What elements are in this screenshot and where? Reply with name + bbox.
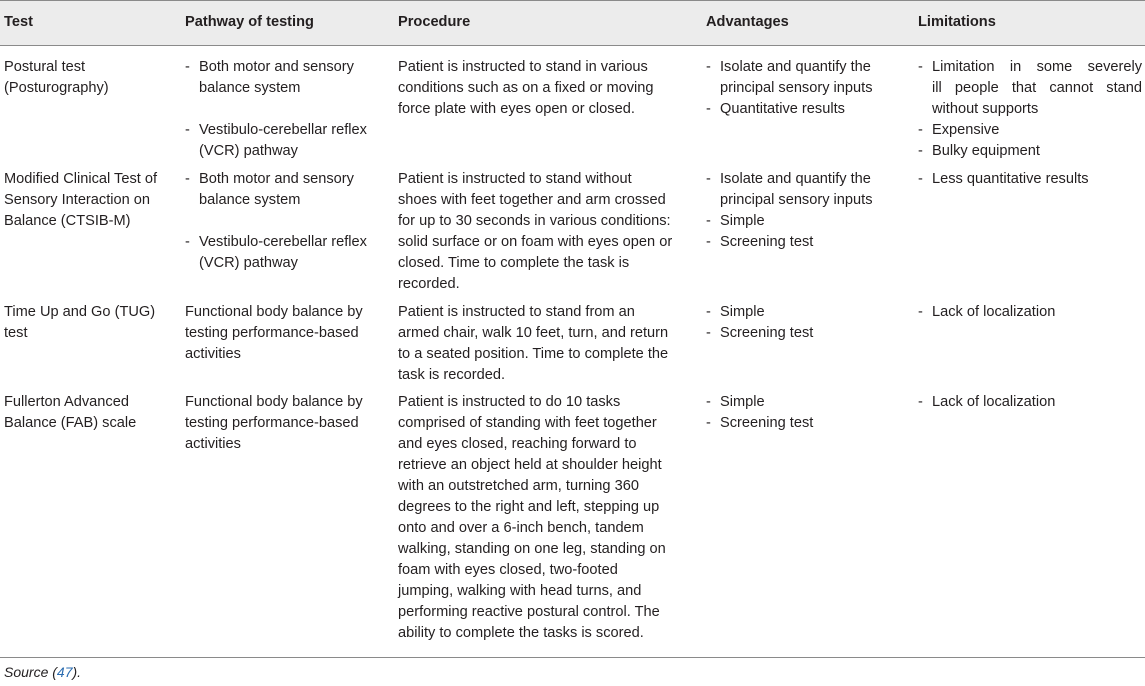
row1-procedure — [398, 57, 690, 120]
advantage-line: principal sensory inputs — [720, 80, 873, 96]
bullet-dash: - — [918, 143, 923, 159]
row4-pathway — [185, 392, 385, 455]
row1-pathway — [185, 57, 385, 162]
bullet-dash: - — [918, 122, 923, 138]
bullet-dash: - — [918, 59, 923, 75]
pathway-line: Functional body balance by — [185, 394, 363, 410]
header-procedure: Procedure — [398, 14, 471, 30]
limitation-line: Bulky equipment — [932, 143, 1040, 159]
row1-test — [4, 57, 174, 99]
pathway-line: activities — [185, 436, 241, 452]
source-note — [4, 664, 81, 680]
procedure-line: to a seated position. Time to complete the — [398, 346, 669, 362]
limitation-item — [918, 141, 1142, 162]
bullet-dash: - — [706, 213, 711, 229]
bullet-dash: - — [918, 171, 923, 187]
bullet-dash: - — [918, 394, 923, 410]
row1-pathway-item — [185, 57, 385, 99]
limitation-line: Lack of localization — [932, 304, 1056, 320]
pathway-line: balance system — [199, 192, 301, 208]
row4-test-line: Balance (FAB) scale — [4, 415, 137, 431]
procedure-line: solid surface or on foam with eyes open or — [398, 234, 673, 250]
procedure-line: for up to 30 seconds in various conditions: — [398, 213, 671, 229]
pathway-line: (VCR) pathway — [199, 255, 298, 271]
procedure-line: jumping, walking with head turns, and — [398, 583, 642, 599]
top-rule — [0, 0, 1145, 1]
source-label: Source ( — [4, 664, 57, 680]
row3-procedure — [398, 302, 690, 386]
row3-test — [4, 302, 174, 344]
row2-pathway-item — [185, 232, 385, 274]
row3-test-line: test — [4, 325, 28, 341]
limitation-line: Limitation in some severely — [932, 59, 1142, 75]
procedure-line: performing reactive postural control. The — [398, 604, 660, 620]
advantage-line: Simple — [720, 394, 765, 410]
row4-limitations — [918, 392, 1142, 413]
procedure-line: walking, standing on one leg, standing on — [398, 541, 666, 557]
advantage-item — [706, 99, 906, 120]
bullet-dash: - — [706, 304, 711, 320]
row3-test-line: Time Up and Go (TUG) — [4, 304, 156, 320]
advantage-item — [706, 302, 906, 323]
advantage-line: Screening test — [720, 325, 814, 341]
advantage-line: principal sensory inputs — [720, 192, 873, 208]
bullet-dash: - — [185, 59, 190, 75]
procedure-line: task is recorded. — [398, 367, 506, 383]
limitation-line: without supports — [932, 101, 1039, 117]
bullet-dash: - — [706, 101, 711, 117]
limitation-item — [918, 120, 1142, 141]
bullet-dash: - — [706, 171, 711, 187]
advantage-item — [706, 392, 906, 413]
pathway-line: Both motor and sensory — [199, 171, 354, 187]
pathway-line: Vestibulo-cerebellar reflex — [199, 122, 367, 138]
bullet-dash: - — [185, 171, 190, 187]
procedure-line: ability to complete the tasks is scored. — [398, 625, 644, 641]
row2-limitations — [918, 169, 1142, 190]
row1-pathway-item — [185, 120, 385, 162]
procedure-line: recorded. — [398, 276, 460, 292]
limitation-item — [918, 57, 1142, 120]
pathway-line: balance system — [199, 80, 301, 96]
row4-test — [4, 392, 174, 434]
advantage-item — [706, 57, 906, 99]
bullet-dash: - — [706, 394, 711, 410]
row2-test-line: Modified Clinical Test of — [4, 171, 158, 187]
advantage-item — [706, 169, 906, 211]
limitation-item — [918, 169, 1142, 190]
pathway-line: activities — [185, 346, 241, 362]
row2-pathway-item — [185, 169, 385, 211]
row1-test-line: (Posturography) — [4, 80, 109, 96]
advantage-line: Simple — [720, 304, 765, 320]
procedure-line: Patient is instructed to do 10 tasks — [398, 394, 621, 410]
row2-test-line: Balance (CTSIB-M) — [4, 213, 131, 229]
procedure-line: Patient is instructed to stand in various — [398, 59, 648, 75]
procedure-line: Patient is instructed to stand from an — [398, 304, 635, 320]
advantage-line: Isolate and quantify the — [720, 171, 871, 187]
header-advantages: Advantages — [706, 14, 789, 30]
procedure-line: onto and over a 6-inch bench, tandem — [398, 520, 644, 536]
procedure-line: comprised of standing with feet together — [398, 415, 657, 431]
advantage-item — [706, 323, 906, 344]
bullet-dash: - — [706, 59, 711, 75]
row3-pathway — [185, 302, 385, 365]
source-reference-link[interactable]: 47 — [56, 664, 73, 680]
limitation-line: Lack of localization — [932, 394, 1056, 410]
pathway-line: (VCR) pathway — [199, 143, 298, 159]
row2-pathway — [185, 169, 385, 274]
bullet-dash: - — [185, 234, 190, 250]
advantage-item — [706, 211, 906, 232]
bullet-dash: - — [185, 122, 190, 138]
pathway-line: Functional body balance by — [185, 304, 363, 320]
pathway-line: Vestibulo-cerebellar reflex — [199, 234, 367, 250]
advantage-line: Simple — [720, 213, 765, 229]
row4-test-line: Fullerton Advanced — [4, 394, 129, 410]
procedure-line: force plate with eyes open or closed. — [398, 101, 635, 117]
header-limitations: Limitations — [918, 14, 996, 30]
procedure-line: shoes with feet together and arm crossed — [398, 192, 666, 208]
advantage-line: Quantitative results — [720, 101, 845, 117]
bullet-dash: - — [706, 325, 711, 341]
row3-limitations — [918, 302, 1142, 323]
advantage-line: Screening test — [720, 415, 814, 431]
bullet-dash: - — [706, 415, 711, 431]
row3-advantages — [706, 302, 906, 344]
procedure-line: armed chair, walk 10 feet, turn, and return — [398, 325, 669, 341]
row1-test-line: Postural test — [4, 59, 86, 75]
row2-procedure — [398, 169, 690, 295]
bottom-rule — [0, 657, 1145, 658]
header-rule — [0, 45, 1145, 46]
pathway-line: Both motor and sensory — [199, 59, 354, 75]
procedure-line: closed. Time to complete the task is — [398, 255, 630, 271]
procedure-line: and eyes closed, reaching forward to — [398, 436, 637, 452]
advantage-line: Screening test — [720, 234, 814, 250]
procedure-line: with an outstretched arm, turning 360 — [398, 478, 639, 494]
limitation-line: Expensive — [932, 122, 1000, 138]
procedure-line: Patient is instructed to stand without — [398, 171, 632, 187]
row2-test — [4, 169, 174, 232]
header-test: Test — [4, 14, 33, 30]
procedure-line: retrieve an object held at shoulder height — [398, 457, 662, 473]
limitation-item — [918, 392, 1142, 413]
procedure-line: degrees to the right and left, stepping up — [398, 499, 660, 515]
pathway-line: testing performance-based — [185, 415, 359, 431]
pathway-line: testing performance-based — [185, 325, 359, 341]
source-end: ). — [72, 664, 82, 680]
row1-limitations — [918, 57, 1142, 162]
row4-advantages — [706, 392, 906, 434]
bullet-dash: - — [918, 304, 923, 320]
row2-test-line: Sensory Interaction on — [4, 192, 151, 208]
advantage-item — [706, 232, 906, 253]
row2-advantages — [706, 169, 906, 253]
limitation-line: ill people that cannot stand — [932, 80, 1142, 96]
procedure-line: foam with eyes closed, two-footed — [398, 562, 618, 578]
advantage-item — [706, 413, 906, 434]
row4-procedure — [398, 392, 690, 644]
advantage-line: Isolate and quantify the — [720, 59, 871, 75]
limitation-item — [918, 302, 1142, 323]
bullet-dash: - — [706, 234, 711, 250]
header-pathway: Pathway of testing — [185, 14, 314, 30]
row1-advantages — [706, 57, 906, 120]
procedure-line: conditions such as on a fixed or moving — [398, 80, 654, 96]
limitation-line: Less quantitative results — [932, 171, 1089, 187]
